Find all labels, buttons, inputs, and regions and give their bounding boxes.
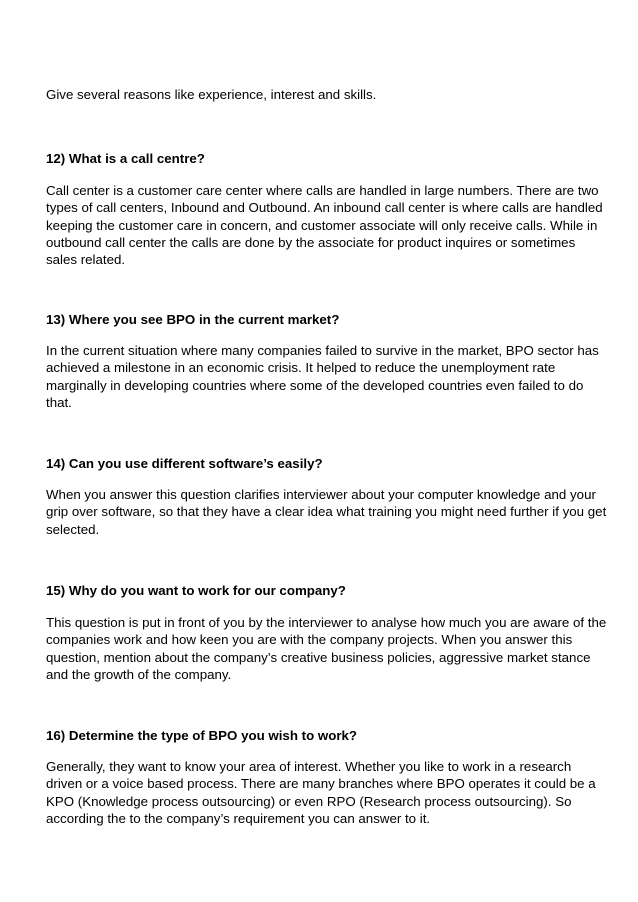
question-12-heading: 12) What is a call centre? — [46, 151, 205, 166]
answer-line: outbound call center the calls are done by the associate for product inquires or sometimes — [46, 234, 576, 250]
answer-line: When you answer this question clarifies interviewer about your computer knowledge and your — [46, 487, 596, 502]
answer-line: driven or a voice based process. There are many branches where BPO operates it could be a — [46, 776, 596, 792]
answer-14-paragraph — [46, 486, 606, 538]
answer-line: and the growth of the company. — [46, 666, 232, 682]
answer-line: keeping the customer care in concern, and customer associate will only receive calls. While in — [46, 217, 598, 233]
intro-paragraph — [46, 86, 606, 103]
answer-line: companies work and how keen you are with the company projects. When you answer this — [46, 632, 573, 648]
answer-line: marginally in developing countries where some of the developed countries even failed to do — [46, 377, 584, 393]
intro-line: Give several reasons like experience, interest and skills. — [46, 87, 377, 102]
question-13-heading: 13) Where you see BPO in the current market? — [46, 312, 340, 327]
answer-line: Generally, they want to know your area of interest. Whether you like to work in a research — [46, 759, 572, 774]
answer-line: question, mention about the company’s creative business policies, aggressive market stance — [46, 649, 591, 665]
question-15-heading: 15) Why do you want to work for our company? — [46, 583, 346, 598]
answer-line: types of call centers, Inbound and Outbound. An inbound call center is where calls are handled — [46, 200, 603, 216]
answer-line: sales related. — [46, 252, 126, 268]
answer-line: achieved a milestone in an economic crisis. It helped to reduce the unemployment rate — [46, 360, 556, 376]
answer-line: grip over software, so that they have a clear idea what training you might need further if you get — [46, 504, 607, 520]
answer-line: Call center is a customer care center where calls are handled in large numbers. There are two — [46, 183, 599, 198]
answer-12-paragraph — [46, 182, 606, 268]
answer-15-paragraph — [46, 614, 606, 683]
answer-16-paragraph — [46, 758, 606, 827]
answer-line: that. — [46, 394, 72, 410]
answer-line: This question is put in front of you by the interviewer to analyse how much you are aware of the — [46, 615, 607, 630]
question-14-heading: 14) Can you use different software’s easily? — [46, 456, 323, 471]
answer-line: KPO (Knowledge process outsourcing) or even RPO (Research process outsourcing). So — [46, 793, 572, 809]
answer-line: selected. — [46, 521, 100, 537]
question-16-heading: 16) Determine the type of BPO you wish to work? — [46, 728, 358, 743]
answer-line: according the to the company’s requirement you can answer to it. — [46, 810, 431, 826]
answer-line: In the current situation where many companies failed to survive in the market, BPO sector has — [46, 343, 599, 358]
answer-13-paragraph — [46, 342, 606, 411]
